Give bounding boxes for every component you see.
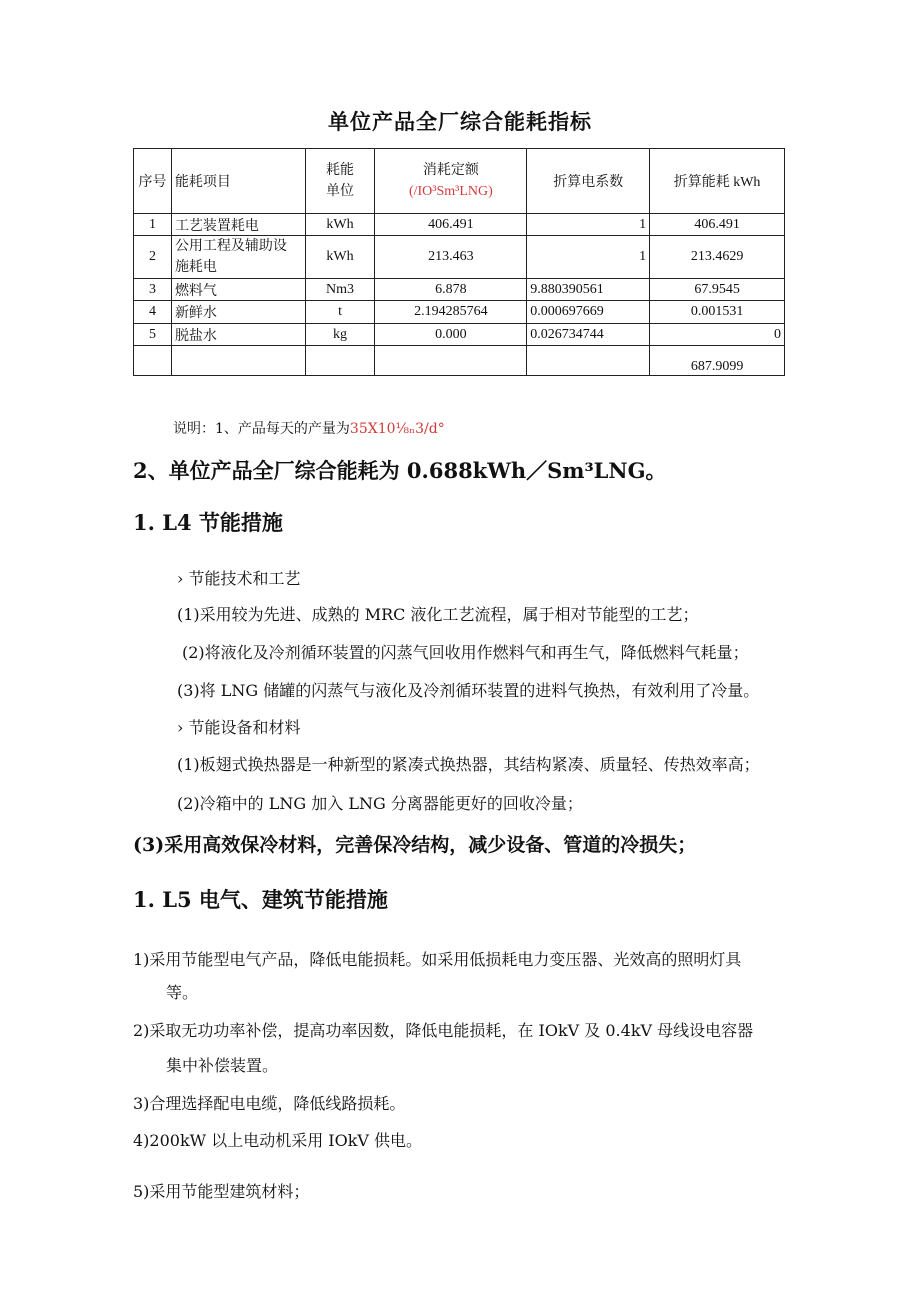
- cell-quota: 2.194285764: [375, 301, 527, 324]
- subheading-tech: › 节能技术和工艺: [177, 569, 301, 588]
- header-seq: 序号: [134, 149, 172, 214]
- table-total-row: [134, 346, 785, 376]
- cell-item-line2: 施耗电: [174, 260, 217, 275]
- header-coef: 折算电系数: [527, 149, 650, 214]
- cell-converted: 0.001531: [650, 301, 785, 324]
- header-item: 能耗项目: [171, 149, 305, 214]
- section-1-l5-heading: 1. L5 电气、建筑节能措施: [133, 887, 388, 912]
- cell-unit: Nm3: [305, 279, 375, 301]
- cell-unit: kg: [305, 324, 375, 346]
- cell-item: 新鲜水: [171, 301, 305, 324]
- header-converted: 折算能耗 kWh: [650, 149, 785, 214]
- cell-seq: 4: [134, 301, 172, 324]
- energy-consumption-table: [133, 148, 785, 376]
- cell-coef: 9.880390561: [527, 279, 650, 301]
- cell-total: 687.9099: [650, 346, 785, 376]
- elec-item-2: 2)采取无功功率补偿，提高功率因数，降低电能损耗，在 IOkV 及 0.4kV 母线设电容器: [133, 1021, 754, 1040]
- elec-item-1-cont: 等。: [166, 983, 199, 1002]
- cell-quota: 6.878: [375, 279, 527, 301]
- elec-item-1: 1)采用节能型电气产品，降低电能损耗。如采用低损耗电力变压器、光效高的照明灯具: [133, 950, 742, 969]
- cell-converted: 0: [650, 324, 785, 346]
- cell-converted: 213.4629: [650, 236, 785, 279]
- cell-quota: 406.491: [375, 214, 527, 236]
- elec-item-4: 4)200kW 以上电动机采用 IOkV 供电。: [133, 1131, 423, 1150]
- cell-quota: 213.463: [375, 236, 527, 279]
- cell-seq: 2: [134, 236, 172, 279]
- cell-empty: [305, 346, 375, 376]
- table-title: 单位产品全厂综合能耗指标: [328, 109, 592, 134]
- cell-item: 工艺装置耗电: [171, 214, 305, 236]
- cell-item: 燃料气: [171, 279, 305, 301]
- cell-coef: 1: [527, 214, 650, 236]
- section-1-l4-heading: 1. L4 节能措施: [133, 510, 283, 535]
- cell-coef: 0.000697669: [527, 301, 650, 324]
- cell-unit: t: [305, 301, 375, 324]
- elec-item-3: 3)合理选择配电电缆，降低线路损耗。: [133, 1094, 406, 1113]
- header-quota-line2: (/IO³Sm³LNG): [408, 184, 493, 199]
- note-prefix: 说明：1、产品每天的产量为: [173, 421, 350, 437]
- cell-empty: [171, 346, 305, 376]
- table-row: [134, 236, 785, 279]
- table-note: [173, 418, 445, 438]
- cell-converted: 67.9545: [650, 279, 785, 301]
- header-unit: [305, 149, 375, 214]
- tech-item-3: (3)将 LNG 储罐的闪蒸气与液化及冷剂循环装置的进料气换热，有效利用了冷量。: [177, 681, 760, 700]
- header-quota: [375, 149, 527, 214]
- cell-item-line1: 公用工程及辅助设: [174, 239, 287, 254]
- tech-item-2: (2)将液化及冷剂循环装置的闪蒸气回收用作燃料气和再生气，降低燃料气耗量；: [182, 643, 749, 662]
- header-quota-line1: 消耗定额: [422, 163, 479, 178]
- cell-empty: [527, 346, 650, 376]
- cell-quota: 0.000: [375, 324, 527, 346]
- equip-item-1: (1)板翅式换热器是一种新型的紧凑式换热器，其结构紧凑、质量轻、传热效率高；: [177, 755, 760, 774]
- subheading-equipment: › 节能设备和材料: [177, 718, 301, 737]
- tech-item-1: (1)采用较为先进、成熟的 MRC 液化工艺流程，属于相对节能型的工艺；: [177, 605, 699, 624]
- table-row: [134, 301, 785, 324]
- elec-item-5: 5)采用节能型建筑材料；: [133, 1182, 310, 1201]
- table-header-row: [134, 149, 785, 214]
- cell-empty: [375, 346, 527, 376]
- cell-coef: 0.026734744: [527, 324, 650, 346]
- table-row: [134, 324, 785, 346]
- cell-item: [171, 236, 305, 279]
- header-unit-line2: 单位: [326, 184, 355, 199]
- cell-unit: kWh: [305, 214, 375, 236]
- cell-unit: kWh: [305, 236, 375, 279]
- cell-converted: 406.491: [650, 214, 785, 236]
- cell-seq: 5: [134, 324, 172, 346]
- equip-item-2: (2)冷箱中的 LNG 加入 LNG 分离器能更好的回收冷量；: [177, 794, 583, 813]
- cell-empty: [134, 346, 172, 376]
- cell-coef: 1: [527, 236, 650, 279]
- equip-item-3: (3)采用高效保冷材料，完善保冷结构，减少设备、管道的冷损失；: [133, 834, 697, 856]
- cell-seq: 3: [134, 279, 172, 301]
- table-row: [134, 279, 785, 301]
- elec-item-2-cont: 集中补偿装置。: [166, 1056, 279, 1075]
- cell-seq: 1: [134, 214, 172, 236]
- header-unit-line1: 耗能: [326, 163, 355, 178]
- table-row: [134, 214, 785, 236]
- cell-item: 脱盐水: [171, 324, 305, 346]
- section-2-heading: 2、单位产品全厂综合能耗为 0.688kWh／Sm³LNG。: [133, 458, 667, 483]
- note-value: 35X10⅛ₙ3/d°: [349, 421, 445, 437]
